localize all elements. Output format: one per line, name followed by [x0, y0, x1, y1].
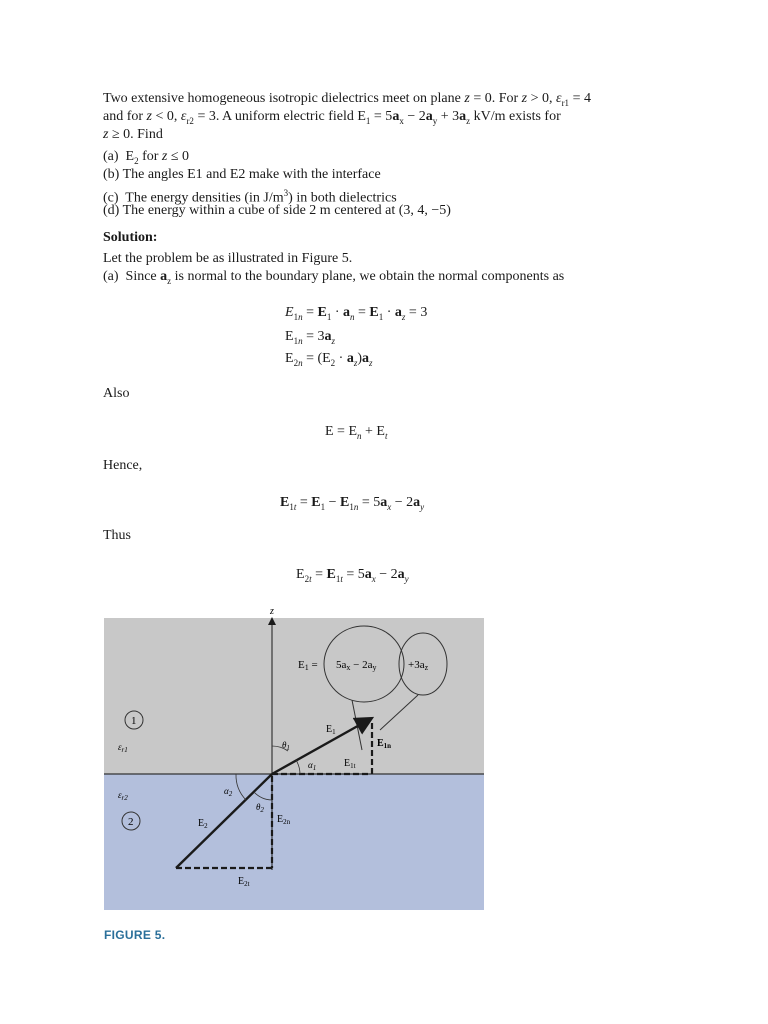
equation-4: $E = E_n + E_t$: [325, 424, 388, 441]
region-1-background: [104, 618, 484, 774]
e1-equals-label: E1 =: [298, 659, 318, 672]
alpha1-label: $\alpha_1$: [308, 760, 317, 772]
e2-vector-label: $E_2$: [198, 818, 208, 830]
theta1-label: $\theta_1$: [282, 740, 290, 752]
e1-vector-label: $E_1$: [326, 724, 336, 736]
solution-heading: Solution:: [103, 230, 158, 245]
problem-part-c: (c) The energy densities (in $J/m^3$) in both dielectrics: [103, 188, 397, 206]
bubble-tangential-text: 5ax − 2ay: [336, 659, 377, 672]
e2t-label: $E_{2t}$: [238, 876, 250, 888]
problem-part-d: (d) The energy within a cube of side 2 m centered at (3, 4, −5): [103, 203, 451, 218]
figure-5: [100, 600, 490, 920]
z-axis-label: z: [270, 606, 274, 617]
e1n-label: $E_{1n}$: [377, 738, 392, 750]
problem-part-b: (b) The angles E1 and E2 make with the interface: [103, 167, 381, 182]
equation-1: $E_{1n} = E_1 \cdot a_n = E_1 \cdot a_z = 3$: [285, 305, 428, 322]
region-2-label: 2: [128, 816, 134, 828]
equation-5: $E_{1t} = E_1 - E_{1n} = 5a_x - 2a_y$: [280, 495, 425, 512]
problem-line-2: and for z < 0, $\varepsilon_{r2} = 3$. A uniform electric field $E_1 = 5a_x - 2a_y + 3a_z$ kV/m exists for: [103, 109, 561, 126]
text-thus: Thus: [103, 528, 131, 543]
equation-2: $E_{1n} = 3a_z$: [285, 329, 335, 346]
bubble-normal-text: +3az: [408, 659, 429, 672]
solution-intro: Let the problem be as illustrated in Figure 5.: [103, 251, 353, 266]
region-1-label: 1: [131, 715, 137, 727]
problem-line-3: z ≥ 0. Find: [103, 127, 163, 142]
region-2-background: [104, 774, 484, 910]
e2n-label: $E_{2n}$: [277, 814, 291, 826]
eps-r2-label: $\varepsilon_{r2}$: [118, 790, 128, 802]
figure-caption: FIGURE 5.: [104, 928, 166, 942]
e1t-label: $E_{1t}$: [344, 758, 356, 770]
text-also: Also: [103, 386, 130, 401]
problem-line-1: Two extensive homogeneous isotropic dielectrics meet on plane z = 0. For z > 0, $\varepsilon_{r1} = 4$: [103, 91, 591, 108]
solution-part-a: (a) Since $a_z$ is normal to the boundary plane, we obtain the normal components as: [103, 269, 565, 286]
alpha2-label: $\alpha_2$: [224, 786, 233, 798]
eps-r1-label: $\varepsilon_{r1}$: [118, 742, 128, 754]
equation-6: $E_{2t} = E_{1t} = 5a_x - 2a_y$: [296, 567, 409, 584]
equation-3: $E_{2n} = (E_2 \cdot a_z)a_z$: [285, 351, 373, 368]
theta2-label: $\theta_2$: [256, 802, 264, 814]
text-hence: Hence,: [103, 458, 143, 473]
problem-part-a: (a) $E_2$ for z ≤ 0: [103, 149, 190, 166]
